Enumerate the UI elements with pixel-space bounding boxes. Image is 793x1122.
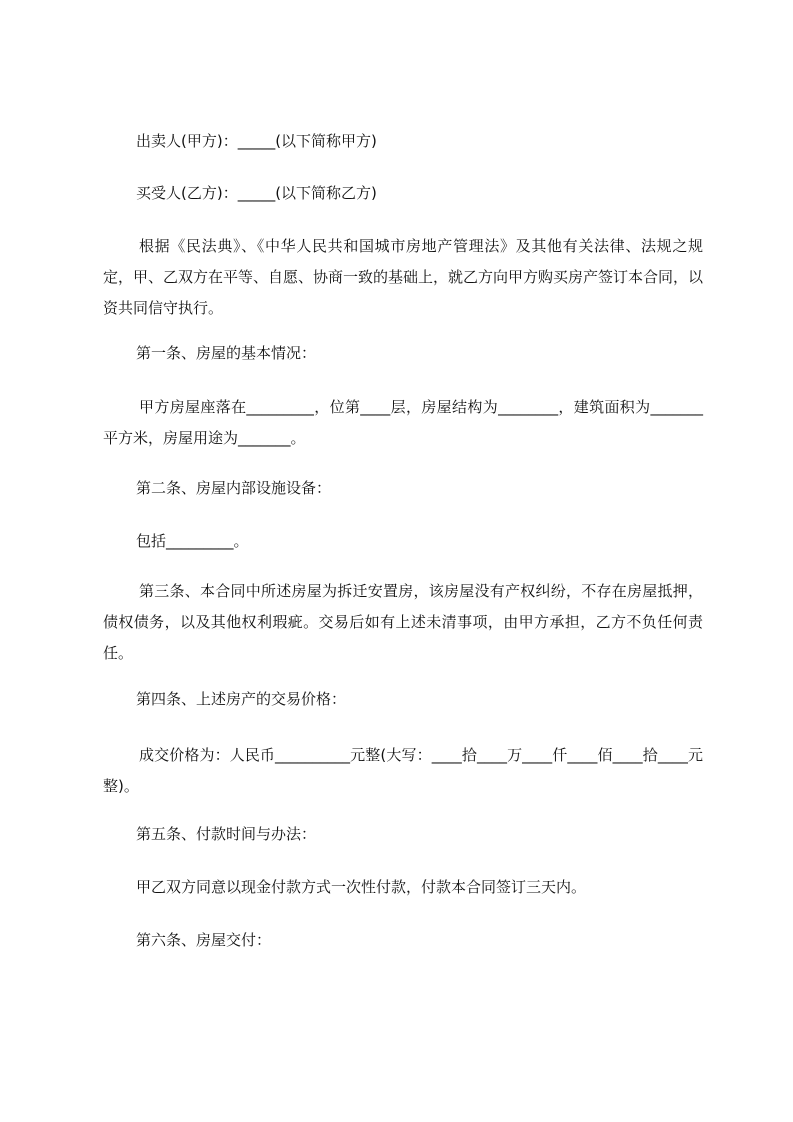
buyer-line: 买受人(乙方)：_____(以下简称乙方): [136, 184, 377, 202]
article5-body: 甲乙双方同意以现金付款方式一次性付款，付款本合同签订三天内。: [136, 878, 587, 896]
article4-title: 第四条、上述房产的交易价格：: [136, 690, 347, 708]
seller-line: 出卖人(甲方)：_____(以下简称甲方): [136, 132, 377, 150]
preamble-paragraph: 根据《民法典》、《中华人民共和国城市房地产管理法》及其他有关法律、法规之规定，甲、乙双方在平等、自愿、协商一致的基础上，就乙方向甲方购买房产签订本合同，以资共同信守执行。: [103, 237, 704, 317]
article1-body: 甲方房屋座落在_________，位第____层，房屋结构为________，建筑面积为_______平方米，房屋用途为_______。: [103, 398, 703, 447]
article6-title: 第六条、房屋交付：: [136, 931, 272, 949]
article5-title: 第五条、付款时间与办法：: [136, 825, 317, 843]
article2-title: 第二条、房屋内部设施设备：: [136, 479, 332, 497]
article4-body: 成交价格为：人民币__________元整(大写：____拾____万____仟____佰____拾____元整)。: [103, 746, 703, 795]
article2-body: 包括_________。: [136, 532, 249, 550]
article3-paragraph: 第三条、本合同中所述房屋为拆迁安置房，该房屋没有产权纠纷，不存在房屋抵押，债权债务，以及其他权利瑕疵。交易后如有上述未清事项，由甲方承担，乙方不负任何责任。: [103, 582, 703, 662]
article1-title: 第一条、房屋的基本情况：: [136, 344, 317, 362]
